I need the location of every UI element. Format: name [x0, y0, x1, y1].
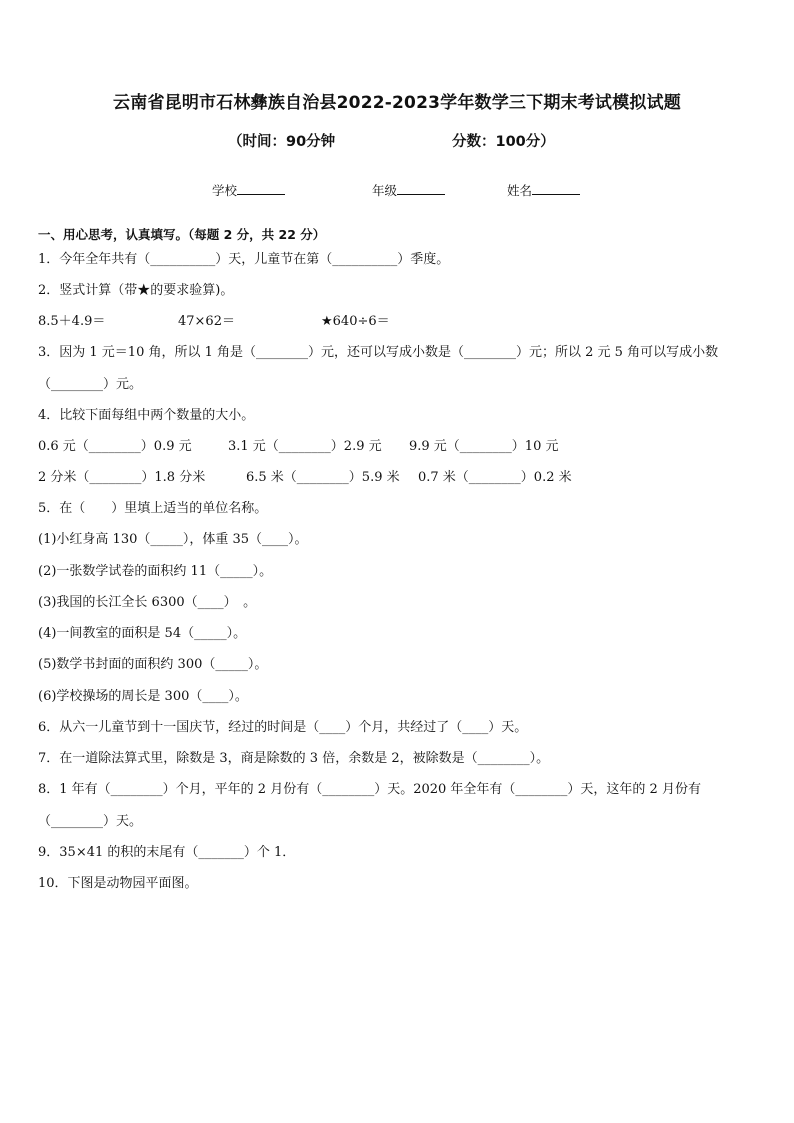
section-heading: 一、用心思考，认真填写。（每题 2 分，共 22 分）: [38, 227, 326, 242]
compare-item: 6.5 米（________）5.9 米: [246, 470, 400, 485]
question-10: 10．下图是动物园平面图。: [38, 876, 198, 891]
grade-label: 年级: [372, 183, 398, 198]
compare-item: 0.6 元（________）0.9 元: [38, 439, 192, 454]
compare-item: 9.9 元（________）10 元: [409, 439, 559, 454]
question-5-item-2: (2)一张数学试卷的面积约 11（_____）。: [38, 564, 273, 579]
question-1: 1．今年全年共有（__________）天，儿童节在第（__________）季度。: [38, 252, 450, 267]
question-9: 9．35×41 的积的末尾有（_______）个 1．: [38, 845, 296, 860]
exam-score: 分数：100分）: [452, 134, 555, 150]
question-5: 5．在（ ）里填上适当的单位名称。: [38, 501, 268, 516]
question-4: 4．比较下面每组中两个数量的大小。: [38, 408, 255, 423]
exam-title: 云南省昆明市石林彝族自治县2022-2023学年数学三下期末考试模拟试题: [113, 93, 681, 113]
compare-item: 0.7 米（________）0.2 米: [418, 470, 572, 485]
question-5-item-1: (1)小红身高 130（_____），体重 35（____）。: [38, 532, 308, 547]
question-2: 2．竖式计算（带★的要求验算)。: [38, 283, 234, 298]
question-5-item-5: (5)数学书封面的面积约 300（_____）。: [38, 657, 268, 672]
question-5-item-3: (3)我国的长江全长 6300（____） 。: [38, 595, 257, 610]
question-3-line-1: 3．因为 1 元＝10 角，所以 1 角是（________）元，还可以写成小数是（________）元；所以 2 元 5 角可以写成小数: [38, 345, 719, 360]
calc-item-2: 47×62＝: [178, 314, 235, 329]
name-label: 姓名: [507, 183, 533, 198]
calc-item-1: 8.5＋4.9＝: [38, 314, 106, 329]
calc-item-3: ★640÷6＝: [321, 314, 390, 329]
question-5-item-4: (4)一间教室的面积是 54（_____）。: [38, 626, 247, 641]
question-3-line-2: （________）元。: [38, 377, 143, 392]
question-8-line-2: （________）天。: [38, 814, 143, 829]
name-field: [507, 181, 580, 199]
school-field: [212, 181, 285, 199]
compare-item: 3.1 元（________）2.9 元: [228, 439, 382, 454]
compare-item: 2 分米（________）1.8 分米: [38, 470, 206, 485]
grade-field: [372, 181, 445, 199]
name-blank[interactable]: [532, 182, 580, 195]
grade-blank[interactable]: [397, 182, 445, 195]
question-6: 6．从六一儿童节到十一国庆节，经过的时间是（____）个月，共经过了（____）天。: [38, 720, 528, 735]
question-8-line-1: 8．1 年有（________）个月，平年的 2 月份有（________）天。2020 年全年有（________）天，这年的 2 月份有: [38, 782, 701, 797]
exam-time: （时间：90分钟: [228, 134, 336, 150]
school-blank[interactable]: [237, 182, 285, 195]
question-7: 7．在一道除法算式里，除数是 3，商是除数的 3 倍，余数是 2，被除数是（________）。: [38, 751, 550, 766]
school-label: 学校: [212, 183, 238, 198]
question-5-item-6: (6)学校操场的周长是 300（____）。: [38, 689, 248, 704]
